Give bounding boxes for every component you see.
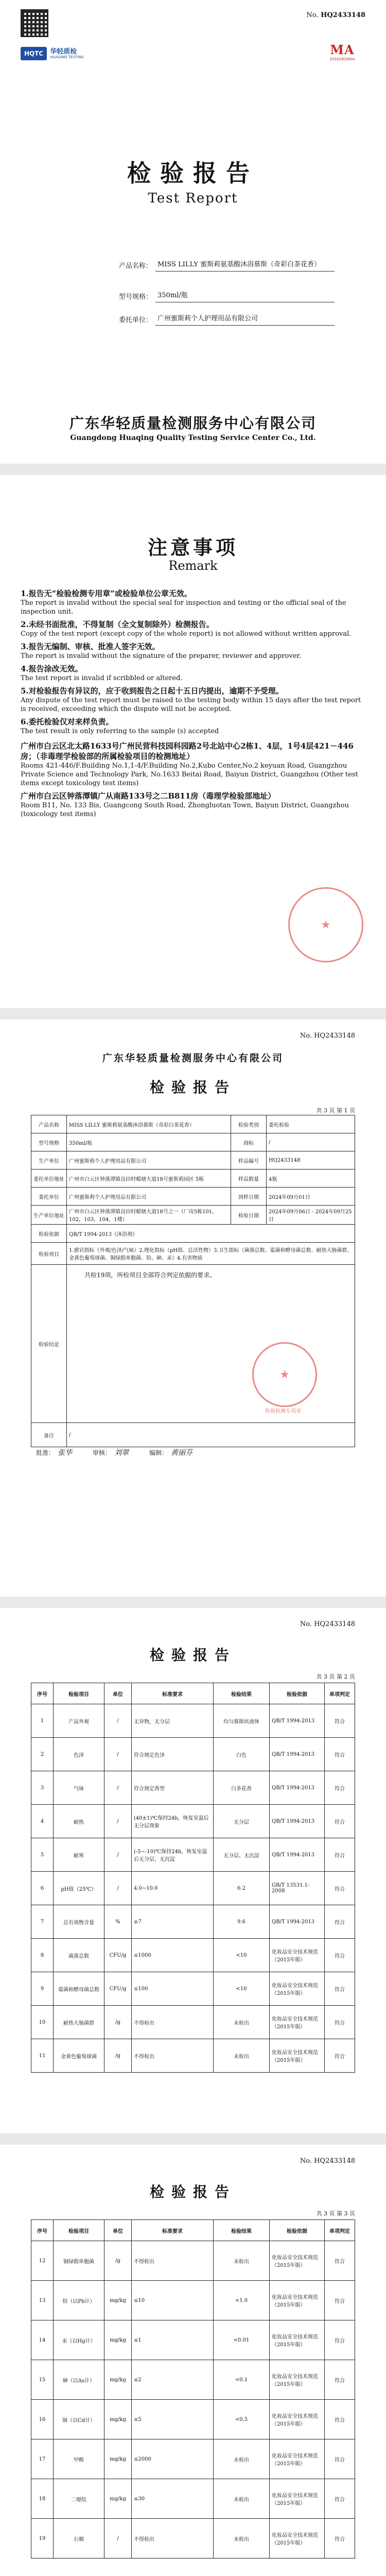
table-cell: /: [104, 1838, 132, 1872]
page2-title: 检验报告: [149, 1647, 236, 1664]
table-cell: 产品外观: [54, 1704, 104, 1738]
table-cell: 汞（以Hg计）: [54, 2320, 104, 2360]
hqtc-logo: [21, 46, 84, 61]
table-cell: 12: [31, 2241, 54, 2281]
test-results-table: [31, 2219, 355, 2558]
table-row: [31, 2439, 355, 2479]
cover-field-client: 委托单位： 广州蜜斯莉个人护理用品有限公司: [108, 314, 335, 326]
table-cell: mg/kg: [104, 2439, 132, 2479]
remark-title-en: Remark: [168, 558, 218, 573]
table-cell: <0.1: [214, 2360, 270, 2400]
remark-note: 1.报告无“检验检测专用章”或检验单位公章无效。 The report is invalid without the special seal for inspection and testing or the official seal of the inspection unit.: [21, 589, 346, 616]
table-row: [31, 2039, 355, 2073]
hqtc-badge: HQTC: [21, 47, 47, 60]
page3-page-indicator: 共 3 页 第 3 页: [316, 2210, 355, 2217]
table-cell: /g: [104, 2006, 132, 2039]
table-cell: /: [104, 1805, 132, 1838]
page-separator: [0, 1597, 386, 1608]
remark-address: 广州市白云区北太路1633号广州民营科技园科园路2号北站中心2栋1、4层，1号4层421－446房；（非毒理学检验部的所属检验项目的检测地址） Rooms 421-446/F.Building No.1,1-4/F.Building No.2,Kubo Center,No.2 keyuan Road, Guangzhou Private Science and Technology Park, No.1633 Beitai Road, Baiyun District, Guangzhou (Other test items except toxicology test items): [21, 741, 358, 787]
table-cell: 4: [31, 1805, 54, 1838]
table-cell: 未检出: [214, 2479, 270, 2519]
cma-mark: MA: [330, 42, 355, 57]
hqtc-name-en: HUAQING TESTING: [50, 55, 84, 59]
table-cell: 符合: [325, 1805, 355, 1838]
cover-field-spec: 型号规格： 350ml/瓶: [108, 291, 335, 302]
table-cell: 霉菌和酵母菌总数: [54, 1972, 104, 2006]
page3-title: 检验报告: [149, 2183, 236, 2200]
page1-org: 广东华轻质量检测服务中心有限公司: [102, 1053, 284, 1064]
table-cell: 3: [31, 1771, 54, 1805]
table-cell: QB/T 1994-2013: [270, 1738, 325, 1771]
table-row: 委托单位 广州蜜斯莉个人护理用品有限公司 到样日期 2024年09月01日: [31, 1188, 355, 1206]
qr-code-icon: [21, 9, 48, 37]
table-cell: ≤10: [132, 2281, 214, 2320]
cover-page: [0, 0, 386, 464]
table-cell: 符合: [325, 2320, 355, 2360]
table-row: 检验项目 1.感官指标（外观/色泽/气味）2.理化指标（pH值、总活性物）3.卫生指标（菌落总数、霉菌和酵母菌总数、耐热大肠菌群、金黄色葡萄球菌、铜绿假单胞菌、铅、砷、汞）4.有害物质: [31, 1243, 355, 1265]
table-cell: 无异物，无分层: [132, 1704, 214, 1738]
table-cell: 耐热: [54, 1805, 104, 1838]
table-cell: 化妆品安全技术规范（2015年版）: [270, 2400, 325, 2439]
table-cell: 8: [31, 1939, 54, 1972]
table-cell: 二噁烷: [54, 2479, 104, 2519]
table-cell: /: [104, 1771, 132, 1805]
table-cell: 无分层、无沉淀: [214, 1838, 270, 1872]
table-row: 生产单位地址 广州市白云区钟落潭镇良田村蜡塘大道18号之一（厂房5栋101，102，103，104，1楼） 检验日期 2024年09月06日 - 2024年09月25日: [31, 1206, 355, 1225]
table-row: [31, 1872, 355, 1905]
table-cell: 6.2: [214, 1872, 270, 1905]
table-cell: mg/kg: [104, 2400, 132, 2439]
table-cell: 色泽: [54, 1738, 104, 1771]
table-cell: 未检出: [214, 2039, 270, 2073]
table-cell: 符合: [325, 2400, 355, 2439]
table-cell: ≤2000: [132, 2439, 214, 2479]
page1-page-indicator: 共 3 页 第 1 页: [316, 1107, 355, 1114]
sample-info-table: [31, 1115, 355, 1447]
table-cell: <0.5: [214, 2400, 270, 2439]
page-separator: [0, 464, 386, 475]
hqtc-name-cn: 华轻质检: [50, 47, 77, 56]
remark-notes: [21, 588, 365, 822]
table-cell: 甲醇: [54, 2439, 104, 2479]
table-cell: QB/T 1994-2013: [270, 1771, 325, 1805]
table-cell: 未检出: [214, 2241, 270, 2281]
page1-report-number: No. HQ2433148: [300, 1032, 355, 1040]
table-cell: 7: [31, 1905, 54, 1939]
table-cell: 不得检出: [132, 2519, 214, 2558]
seal-text: 检验检测专用章: [265, 1409, 301, 1414]
table-cell: 化妆品安全技术规范（2015年版）: [270, 2281, 325, 2320]
table-cell: 符合: [325, 2006, 355, 2039]
table-cell: 化妆品安全技术规范（2015年版）: [270, 2439, 325, 2479]
table-row: 备注 /: [31, 1423, 355, 1447]
table-row: [31, 2360, 355, 2400]
table-cell: 符合: [325, 2439, 355, 2479]
table-cell: ≥7: [132, 1905, 214, 1939]
table-cell: 符合: [325, 2241, 355, 2281]
table-cell: mg/kg: [104, 2320, 132, 2360]
report-page-2: [0, 1608, 386, 2133]
table-cell: /: [104, 1738, 132, 1771]
table-cell: 14: [31, 2320, 54, 2360]
table-row: 产品名称 MISS LILLY 蜜斯莉氨基酸沐浴慕斯（奇彩白茶花香） 检验类别 委托检验: [31, 1115, 355, 1133]
table-cell: 耐寒: [54, 1838, 104, 1872]
table-header: 序号 检验项目 单位 标准要求 检验结果 检验依据 单项判定: [31, 1683, 355, 1704]
table-cell: 符合: [325, 1771, 355, 1805]
table-cell: (-5~-10)℃保持24h，恢复室温后无分层、无沉淀: [132, 1838, 214, 1872]
table-row: [31, 1838, 355, 1872]
table-cell: ≤5: [132, 2400, 214, 2439]
table-cell: 化妆品安全技术规范（2015年版）: [270, 2320, 325, 2360]
table-cell: 铜绿假单胞菌: [54, 2241, 104, 2281]
table-cell: /g: [104, 2241, 132, 2281]
table-cell: %: [104, 1905, 132, 1939]
table-cell: ≤1000: [132, 1939, 214, 1972]
table-row: 委托单位地址 广州市白云区钟落潭镇良田村蜡塘大道18号蜜斯莉园区 5栋 样品数量 4瓶: [31, 1170, 355, 1188]
table-cell: /: [104, 2519, 132, 2558]
table-cell: 符合: [325, 2360, 355, 2400]
table-cell: 符合规定香型: [132, 1771, 214, 1805]
page2-page-indicator: 共 3 页 第 2 页: [316, 1673, 355, 1680]
table-cell: mg/kg: [104, 2479, 132, 2519]
table-row: [31, 1805, 355, 1838]
table-cell: 化妆品安全技术规范（2015年版）: [270, 2241, 325, 2281]
table-cell: ≤2: [132, 2360, 214, 2400]
table-cell: 耐热大肠菌群: [54, 2006, 104, 2039]
remark-note: 5.对检验报告有异议的，应于收到报告之日起十五日内提出，逾期不予受理。 Any dispute of the test report must be raised to the testing body within 15 days after the test report is received, exceeding which the dispute will not be accepted.: [21, 686, 361, 713]
remark-note: 4.报告涂改无效。 The test report is invalid if scribbled or altered.: [21, 664, 183, 682]
page2-report-number: No. HQ2433148: [300, 1620, 355, 1628]
cover-report-number: No. HQ2433148: [306, 11, 365, 19]
cma-logo: [319, 42, 365, 63]
table-cell: 15: [31, 2360, 54, 2400]
table-cell: 不得检出: [132, 2039, 214, 2073]
cover-org-en: Guangdong Huaqing Quality Testing Service Center Co., Ltd.: [70, 434, 316, 442]
table-row: [31, 1771, 355, 1805]
sig-approve: 批准： 张华: [36, 1449, 73, 1457]
report-page-3: [0, 2145, 386, 2576]
table-row: [31, 1972, 355, 2006]
table-cell: 化妆品安全技术规范（2015年版）: [270, 2479, 325, 2519]
table-cell: 气味: [54, 1771, 104, 1805]
table-row: [31, 2519, 355, 2558]
table-row: [31, 1905, 355, 1939]
table-row: [31, 2400, 355, 2439]
table-cell: 16: [31, 2400, 54, 2439]
table-cell: 9: [31, 1972, 54, 2006]
cover-title-cn: 检验报告: [127, 159, 259, 187]
table-cell: CFU/g: [104, 1972, 132, 2006]
table-cell: mg/kg: [104, 2360, 132, 2400]
cover-org-cn: 广东华轻质量检测服务中心有限公司: [69, 415, 317, 432]
table-cell: 符合: [325, 1838, 355, 1872]
table-cell: 金黄色葡萄球菌: [54, 2039, 104, 2073]
remark-note: 2.未经书面批准，不得复制（全文复制除外）检测报告。 Copy of the test report (except copy of the whole report) is not allowed without written approval.: [21, 620, 352, 638]
table-cell: (40±1)℃保持24h，恢复室温后无分层现象: [132, 1805, 214, 1838]
table-cell: 符合规定色泽: [132, 1738, 214, 1771]
table-cell: <10: [214, 1972, 270, 2006]
table-cell: 不得检出: [132, 2006, 214, 2039]
inspection-seal-icon: [252, 1342, 317, 1407]
page-separator: [0, 2133, 386, 2145]
table-cell: 均匀慕斯状液体: [214, 1704, 270, 1738]
table-cell: 化妆品安全技术规范（2015年版）: [270, 2519, 325, 2558]
table-cell: 符合: [325, 1905, 355, 1939]
table-row: 检验结论 共检19项，所检项目全部符合判定依据的要求。 ★ 检验检测专用章: [31, 1265, 355, 1423]
table-cell: 白茶花香: [214, 1771, 270, 1805]
table-cell: 5: [31, 1838, 54, 1872]
table-cell: 4.0~10.0: [132, 1872, 214, 1905]
official-seal-icon: [288, 887, 363, 962]
table-cell: QB/T 1994-2013: [270, 1805, 325, 1838]
remark-page: [0, 475, 386, 1008]
table-cell: 符合: [325, 1939, 355, 1972]
table-row: [31, 1939, 355, 1972]
table-cell: 11: [31, 2039, 54, 2073]
table-cell: 符合: [325, 1738, 355, 1771]
table-cell: 化妆品安全技术规范（2015年版）: [270, 1939, 325, 1972]
table-cell: ≤1: [132, 2320, 214, 2360]
table-row: [31, 2281, 355, 2320]
table-cell: 19: [31, 2519, 54, 2558]
table-cell: QB/T 1994-2013: [270, 1838, 325, 1872]
table-cell: 10: [31, 2006, 54, 2039]
table-cell: 13: [31, 2281, 54, 2320]
table-cell: pH值（25℃）: [54, 1872, 104, 1905]
table-cell: 未检出: [214, 2439, 270, 2479]
sig-prepare: 编制： 黄丽芬: [149, 1449, 193, 1457]
table-row: 检验依据 QB/T 1994-2013《沐浴剂》: [31, 1225, 355, 1243]
page3-report-number: No. HQ2433148: [300, 2157, 355, 2165]
table-row: 型号规格 350ml/瓶 商标 /: [31, 1133, 355, 1151]
table-cell: /g: [104, 2039, 132, 2073]
table-cell: 化妆品安全技术规范（2015年版）: [270, 1972, 325, 2006]
table-cell: 总有效物含量: [54, 1905, 104, 1939]
table-cell: 符合: [325, 2479, 355, 2519]
table-cell: 不得检出: [132, 2241, 214, 2281]
table-cell: <10: [214, 1939, 270, 1972]
table-cell: 符合: [325, 1704, 355, 1738]
table-cell: 石棉: [54, 2519, 104, 2558]
table-cell: 18: [31, 2479, 54, 2519]
table-cell: 化妆品安全技术规范（2015年版）: [270, 2039, 325, 2073]
remark-title-cn: 注意事项: [147, 536, 238, 559]
table-cell: 符合: [325, 1972, 355, 2006]
table-row: [31, 2320, 355, 2360]
table-cell: 1: [31, 1704, 54, 1738]
table-cell: 化妆品安全技术规范（2015年版）: [270, 2006, 325, 2039]
sig-review: 审核： 刘翠: [93, 1449, 129, 1457]
table-cell: <1.0: [214, 2281, 270, 2320]
table-cell: 6: [31, 1872, 54, 1905]
table-cell: CFU/g: [104, 1939, 132, 1972]
table-cell: QB/T 1994-2013: [270, 1905, 325, 1939]
table-cell: 符合: [325, 2281, 355, 2320]
table-cell: 白色: [214, 1738, 270, 1771]
table-cell: /: [104, 1872, 132, 1905]
page-separator: [0, 1008, 386, 1020]
table-cell: 符合: [325, 2039, 355, 2073]
table-cell: QB/T 1994-2013: [270, 1704, 325, 1738]
table-row: [31, 1738, 355, 1771]
table-cell: 菌落总数: [54, 1939, 104, 1972]
table-row: [31, 2006, 355, 2039]
table-cell: 镉（以Cd计）: [54, 2400, 104, 2439]
table-row: [31, 2241, 355, 2281]
table-header: 序号 检验项目 单位 标准要求 检验结果 检验依据 单项判定: [31, 2220, 355, 2241]
signature-row: [36, 1447, 192, 1458]
table-cell: ≤100: [132, 1972, 214, 2006]
table-cell: 砷（以As计）: [54, 2360, 104, 2400]
table-cell: ≤30: [132, 2479, 214, 2519]
table-cell: <0.01: [214, 2320, 270, 2360]
table-cell: mg/kg: [104, 2281, 132, 2320]
table-cell: 未检出: [214, 2006, 270, 2039]
test-results-table: [31, 1683, 355, 2073]
table-cell: 2: [31, 1738, 54, 1771]
table-row: [31, 2479, 355, 2519]
table-cell: 9.6: [214, 1905, 270, 1939]
cover-title-en: Test Report: [148, 191, 238, 206]
remark-note: 6.委托检验仅对来样负责。 The test result is only referring to the sample (s) accepted: [21, 717, 219, 735]
table-cell: 符合: [325, 2519, 355, 2558]
page1-title: 检验报告: [149, 1079, 236, 1096]
table-cell: 无分层: [214, 1805, 270, 1838]
table-cell: 符合: [325, 1872, 355, 1905]
table-cell: 17: [31, 2439, 54, 2479]
cover-field-product: 产品名称： MISS LILLY 蜜斯莉氨基酸沐浴慕斯（奇彩白茶花香）: [108, 260, 335, 272]
table-cell: 铅（以Pb计）: [54, 2281, 104, 2320]
table-cell: /: [104, 1704, 132, 1738]
table-row: 生产单位 广州蜜斯莉个人护理用品有限公司 样品编号 HQ2433148: [31, 1151, 355, 1170]
table-cell: GB/T 13531.1-2008: [270, 1872, 325, 1905]
report-page-1: [0, 1020, 386, 1597]
table-cell: 化妆品安全技术规范（2015年版）: [270, 2360, 325, 2400]
table-row: [31, 1704, 355, 1738]
conclusion-text: 共检19项，所检项目全部符合判定依据的要求。: [84, 1272, 216, 1279]
remark-note: 3.报告无编制、审核、批准人签字无效。 The report is invalid without the signature of the preparer, reviewer and approver.: [21, 642, 302, 660]
cma-number: 2016190360A: [329, 57, 355, 61]
table-cell: 未检出: [214, 2519, 270, 2558]
remark-address-toxicology: 广州市白云区钟落潭镇广从南路133号之二B811房（毒理学检验部地址） Room B11, No. 133 Bis, Guangcong South Road, Zhongluotan Town, Baiyun District, Guangzhou (toxicology test items): [21, 791, 349, 818]
